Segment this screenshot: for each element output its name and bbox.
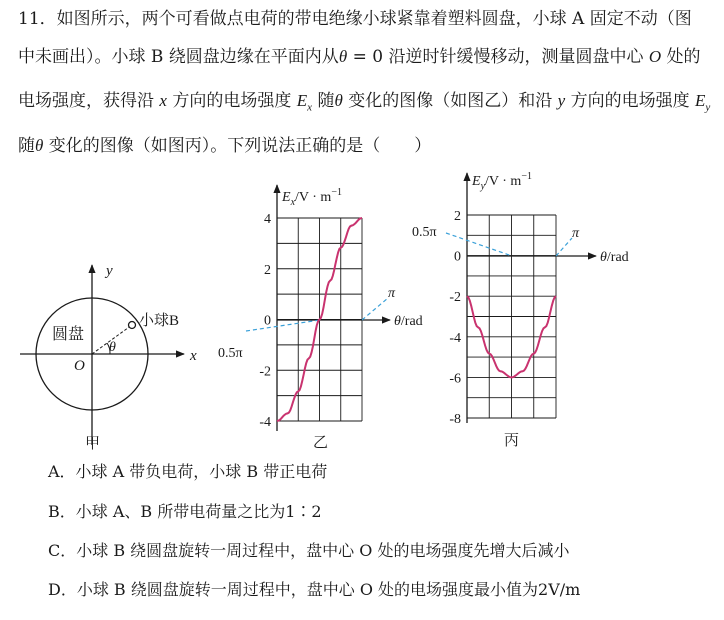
yi-tick-label: 4 (264, 212, 271, 227)
yi-tick-labels (259, 212, 271, 430)
y-symbol: y (557, 91, 566, 110)
bing-tick-label: -2 (449, 290, 461, 306)
ex-subscript: x (307, 101, 313, 114)
jia-y-label: y (106, 263, 113, 279)
question-text: 中未画出）。小球 B 绕圆盘边缘在平面内从 (18, 47, 339, 67)
bing-y-label: $E_y/V \cdot m^{-1}$ (472, 171, 532, 192)
bing-pi-pointer (556, 238, 572, 256)
question-text: 随 (18, 136, 35, 156)
bing-tick-label: 2 (454, 209, 461, 224)
bing-tick-labels (449, 209, 461, 427)
yi-tick-label: 0 (264, 313, 271, 329)
question-line-3 (18, 90, 710, 118)
question-text: = 0 沿逆时针缓慢移动，测量圆盘中心 (347, 47, 649, 67)
angle-label: θ (109, 340, 116, 355)
bing-tick-label: -6 (449, 371, 461, 387)
option-c[interactable]: C．小球 B 绕圆盘旋转一周过程中，盘中心 O 处的电场强度先增大后减小 (48, 541, 570, 560)
question-line-2 (18, 46, 701, 68)
yi-y-label: $E_x/V \cdot m^{-1}$ (282, 187, 342, 208)
question-text: 变化的图像（如图丙）。下列说法正确的是（ ） (43, 136, 432, 156)
x-symbol: x (159, 91, 167, 110)
theta-symbol: θ (35, 136, 44, 155)
yi-x-label: θ/rad (394, 314, 423, 329)
bing-pi-label: π (572, 226, 580, 241)
option-a[interactable]: A．小球 A 带负电荷，小球 B 带正电荷 (48, 462, 328, 481)
ball-b-label: 小球B (139, 313, 180, 329)
figure-caption: 甲 (85, 436, 101, 452)
disk-label: 圆盘 (52, 326, 85, 343)
yi-pi-label: π (388, 286, 396, 301)
bing-half-pi-label: 0.5π (412, 225, 437, 240)
theta-symbol: θ (334, 91, 343, 110)
figure-yi (218, 185, 423, 451)
question-text: 方向的电场强度 (166, 91, 297, 111)
question-text: 电场强度，获得沿 (18, 91, 160, 111)
bing-x-label: θ/rad (600, 250, 629, 265)
yi-tick-label: -2 (259, 364, 271, 380)
point-o: O (648, 47, 662, 66)
question-text: 方向的电场强度 (565, 91, 695, 111)
question-line-1 (18, 8, 692, 30)
figure-bing (412, 171, 629, 449)
ball-b (129, 322, 136, 329)
origin-label: O (74, 358, 85, 374)
jia-x-label: x (190, 348, 197, 364)
option-d[interactable]: D．小球 B 绕圆盘旋转一周过程中，盘中心 O 处的电场强度最小值为2V/m (48, 580, 581, 599)
option-b[interactable]: B．小球 A、B 所带电荷量之比为1∶2 (48, 502, 322, 521)
yi-tick-label: 2 (264, 262, 271, 278)
question-text: 处的 (661, 47, 701, 67)
bing-tick-label: -8 (449, 412, 461, 427)
question-line-4 (18, 135, 431, 157)
yi-half-pi-label: 0.5π (218, 346, 243, 361)
bing-tick-label: 0 (454, 249, 461, 265)
bing-tick-label: -4 (449, 330, 461, 346)
question-text: 11．如图所示，两个可看做点电荷的带电绝缘小球紧靠着塑料圆盘，小球 A 固定不动（图 (18, 9, 692, 29)
ey-symbol: E (694, 91, 706, 110)
theta-symbol: θ (338, 47, 348, 66)
figure-jia (20, 263, 197, 452)
question-text: 变化的图像（如图乙）和沿 (342, 91, 558, 111)
yi-half-pi-pointer (246, 320, 320, 331)
yi-tick-label: -4 (259, 415, 271, 430)
yi-pi-pointer (362, 298, 388, 320)
figure-caption: 丙 (504, 433, 520, 449)
figure-caption: 乙 (313, 435, 329, 451)
ex-symbol: E (296, 91, 308, 110)
ey-subscript: y (705, 101, 711, 114)
question-text: 随 (312, 91, 335, 111)
